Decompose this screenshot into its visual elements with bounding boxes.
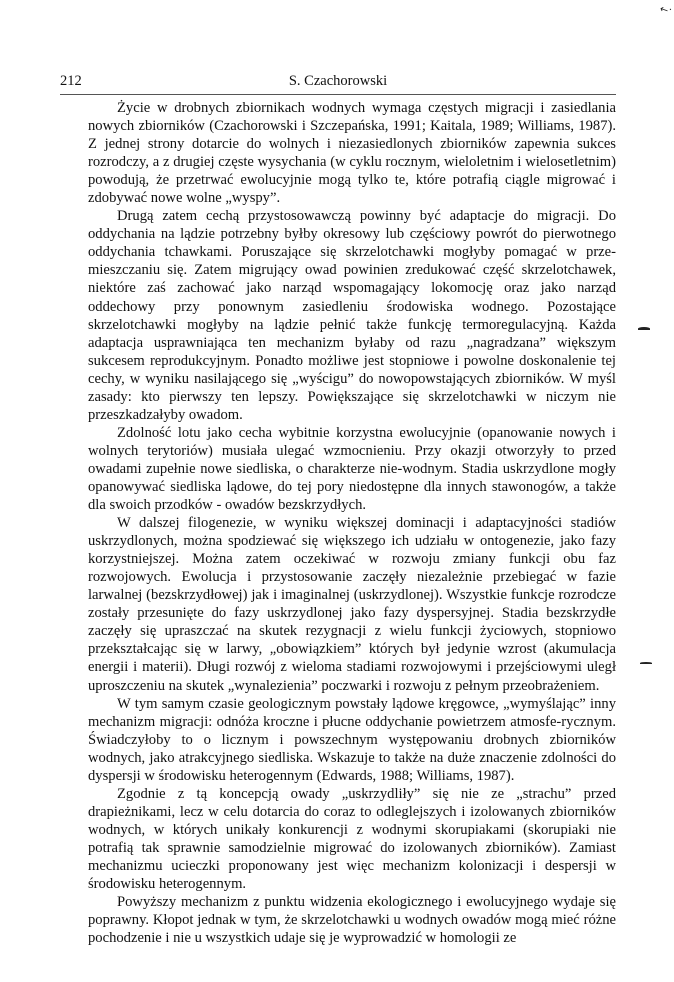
- paragraph-3: Zdolność lotu jako cecha wybitnie korzystna ewolucyjnie (opanowanie nowych i wolnych terytoriów) musiała ulegać wzmocnieniu. Przy okazji otworzyły to przed owadami zupełnie nowe siedliska, o charakterze nie-wodnym. Stadia uskrzydlone mogły opanowywać siedliska lądowe, do tej pory niedostępne dla innych stawonogów, a także dla swoich przodków - owadów bezskrzydłych.: [88, 424, 616, 514]
- paragraph-4: W dalszej filogenezie, w wyniku większej dominacji i adaptacyjności stadiów uskrzydlonych, można spodziewać się większego ich udziału w ontogenezie, jako fazy korzystniejszej. Można zatem oczekiwać w rozwoju zmiany funkcji obu faz rozwojowych. Ewolucja i przystosowanie zaczęły niezależnie przebiegać w fazie larwalnej (bezskrzydłowej) jak i imaginalnej (uskrzydlonej). Wszystkie funkcje rozrodcze zostały przesunięte do fazy uskrzydlonej jako fazy dyspersyjnej. Stadia bezskrzydłe zaczęły się upraszczać na skutek rezygnacji z wielu funkcji życiowych, stopniowo przekształcając się w larwy, „obowiązkiem” których był jedynie wzrost (akumulacja energii i materii). Długi rozwój z wieloma stadiami rozwojowymi i przejściowymi uległ uproszczeniu na skutek „wynalezienia” poczwarki i rozwoju z pełnym przeobrażeniem.: [88, 515, 616, 694]
- paragraph-7: Powyższy mechanizm z punktu widzenia ekologicznego i ewolucyjnego wydaje się poprawny. Kłopot jednak w tym, że skrzelotchawki u wodnych owadów mogą mieć różne pochodzenie i nie u wszystkich udaje się je wyprowadzić w homologii ze: [88, 894, 616, 947]
- margin-mark: [640, 662, 652, 664]
- paragraph-5: W tym samym czasie geologicznym powstały lądowe kręgowce, „wymyślając” inny mechanizm migracji: odnóża kroczne i płucne oddychanie powietrzem atmosfe-rycznym. Świadczyłoby to o licznym i powszechnym występowaniu drobnych zbiorników wodnych, jako atrakcyjnego siedliska. Wskazuje to także na duże znaczenie zdolności do dyspersji w środowisku heterogennym (Edwards, 1988; Williams, 1987).: [88, 695, 616, 784]
- body-text: [88, 99, 616, 947]
- running-head: [60, 72, 616, 95]
- paragraph-2: Drugą zatem cechą przystosowawczą powinny być adaptacje do migracji. Do oddychania na lądzie potrzebny byłby okresowy lub częściowy powrót do pierwotnego oddychania tchawkami. Poruszające się skrzelotchawki mogłyby pomagać w prze-mieszczaniu się. Zatem migrujący owad powinien zredukować część skrzelotchawek, niektóre zaś zachować jako narząd wspomagający lokomocję oraz jako narząd oddechowy przy ponownym zasiedleniu środowiska wodnego. Pozostające skrzelotchawki mogłyby na lądzie pełnić także funkcję termoregulacyjną. Każda adaptacja usprawniająca ten mechanizm byłaby od razu „nagradzana” większym sukcesem reprodukcyjnym. Ponadto możliwe jest stopniowe i powolne doskonalenie tej cechy, w wyniku nasilającego się „wyścigu” do nowopowstających zbiorników. W myśl zasady: kto pierwszy ten lepszy. Powiększające się skrzelotchawki w niczym nie przeszkadzałyby owadom.: [88, 208, 616, 423]
- paragraph-1: Życie w drobnych zbiornikach wodnych wymaga częstych migracji i zasiedlania nowych zbiorników (Czachorowski i Szczepańska, 1991; Kaitala, 1989; Williams, 1987). Z jednej strony dotarcie do wolnych i niezasiedlonych zbiorników zapewnia sukces rozrodczy, a z drugiej częste wysychania (w cyklu rocznym, wieloletnim i wielosetletnim) powodują, że przetrwać ewolucyjnie mogą tylko te, które potrafią ciągle migrować i zdobywać nowe wolne „wyspy”.: [88, 100, 616, 207]
- paragraph-6: Zgodnie z tą koncepcją owady „uskrzydliły” się nie ze „strachu” przed drapieżnikami, lecz w celu dotarcia do coraz to odleglejszych i izolowanych zbiorników wodnych, w których unikały konkurencji z wodnymi skorupiakami (skorupiaki nie potrafią tak sprawnie samodzielnie migrować do izolowanych zbiorników). Zamiast mechanizmu ucieczki proponowany jest więc mechanizm kolonizacji i despersji w środowisku heterogennym.: [88, 785, 616, 893]
- margin-mark: [638, 327, 650, 330]
- scan-artifact-mark: ↖.: [658, 2, 674, 17]
- running-head-author: S. Czachorowski: [288, 73, 388, 89]
- page-number: 212: [60, 73, 82, 89]
